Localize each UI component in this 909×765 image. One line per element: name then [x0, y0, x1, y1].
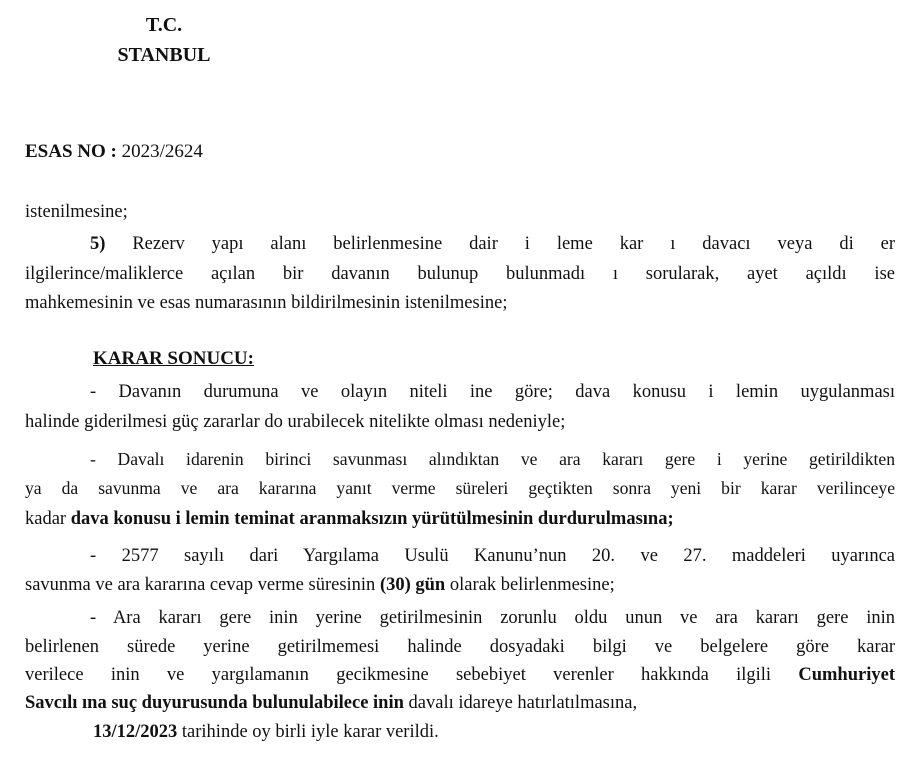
bullet1-line2: halinde giderilmesi güç zararlar do urabilecek nitelikte olması nedeniyle; — [25, 412, 566, 432]
paragraph5-line1-text: Rezerv yapı alanı belirlenmesine dair i leme kar ı davacı veya di er — [132, 234, 895, 254]
closing-line — [93, 721, 439, 744]
bullet4-line3 — [25, 664, 895, 687]
bullet3-line2 — [25, 574, 615, 597]
esas-no-value: 2023/2624 — [121, 141, 203, 162]
bullet3-line2-pre: savunma ve ara kararına cevap verme süresinin — [25, 575, 376, 595]
bullet4-line4-post: davalı idareye hatırlatılmasına, — [408, 693, 638, 713]
esas-no-line — [25, 140, 203, 164]
paragraph5-line3: mahkemesinin ve esas numarasının bildirilmesinin istenilmesine; — [25, 293, 508, 313]
header-city: STANBUL — [117, 44, 211, 66]
bullet3-line1: - 2577 sayılı dari Yargılama Usulü Kanunu’nun 20. ve 27. maddeleri uyarınca — [90, 546, 895, 566]
bullet4-line3-pre: verilece inin ve yargılamanın gecikmesine sebebiyet verenler hakkında ilgili — [25, 665, 772, 685]
bullet4-line4-bold: Savcılı ına suç duyurusunda bulunulabilece inin — [25, 693, 404, 713]
closing-text: tarihinde oy birli iyle karar verildi. — [181, 722, 439, 742]
header-tc: T.C. — [145, 14, 183, 36]
bullet2-line3-pre: kadar — [25, 509, 67, 529]
bullet4-line4 — [25, 692, 637, 715]
karar-sonucu-title: KARAR SONUCU: — [93, 348, 254, 369]
paragraph4-tail: istenilmesine; — [25, 202, 128, 222]
bullet4-line2: belirlenen sürede yerine getirilmemesi halinde dosyadaki bilgi ve belgelere göre karar — [25, 637, 895, 657]
document-header — [108, 10, 220, 70]
esas-no-label: ESAS NO : — [25, 141, 117, 162]
paragraph5-line1 — [90, 233, 895, 256]
bullet1-line1: - Davanın durumuna ve olayın niteli ine göre; dava konusu i lemin uygulanması — [90, 382, 895, 402]
bullet2-line2: ya da savunma ve ara kararına yanıt verme süreleri geçtikten sonra yeni bir karar verilinceye — [25, 478, 895, 498]
bullet2-line1: - Davalı idarenin birinci savunması alındıktan ve ara kararı gere i yerine getirildikten — [90, 449, 895, 469]
bullet2-line3-bold: dava konusu i lemin teminat aranmaksızın yürütülmesinin durdurulmasına; — [70, 509, 674, 529]
bullet3-line2-post: olarak belirlenmesine; — [449, 575, 615, 595]
decision-date: 13/12/2023 — [93, 722, 178, 742]
paragraph5-line2: ilgilerince/maliklerce açılan bir davanın bulunup bulunmadı ı sorularak, ayet açıldı ise — [25, 264, 895, 284]
bullet4-line3-bold: Cumhuriyet — [798, 665, 895, 685]
bullet4-line1: - Ara kararı gere inin yerine getirilmesinin zorunlu oldu unun ve ara kararı gere inin — [90, 608, 895, 628]
bullet2-line3 — [25, 508, 674, 531]
paragraph5-number: 5) — [90, 234, 106, 254]
bullet3-line2-bold: (30) gün — [379, 575, 446, 595]
